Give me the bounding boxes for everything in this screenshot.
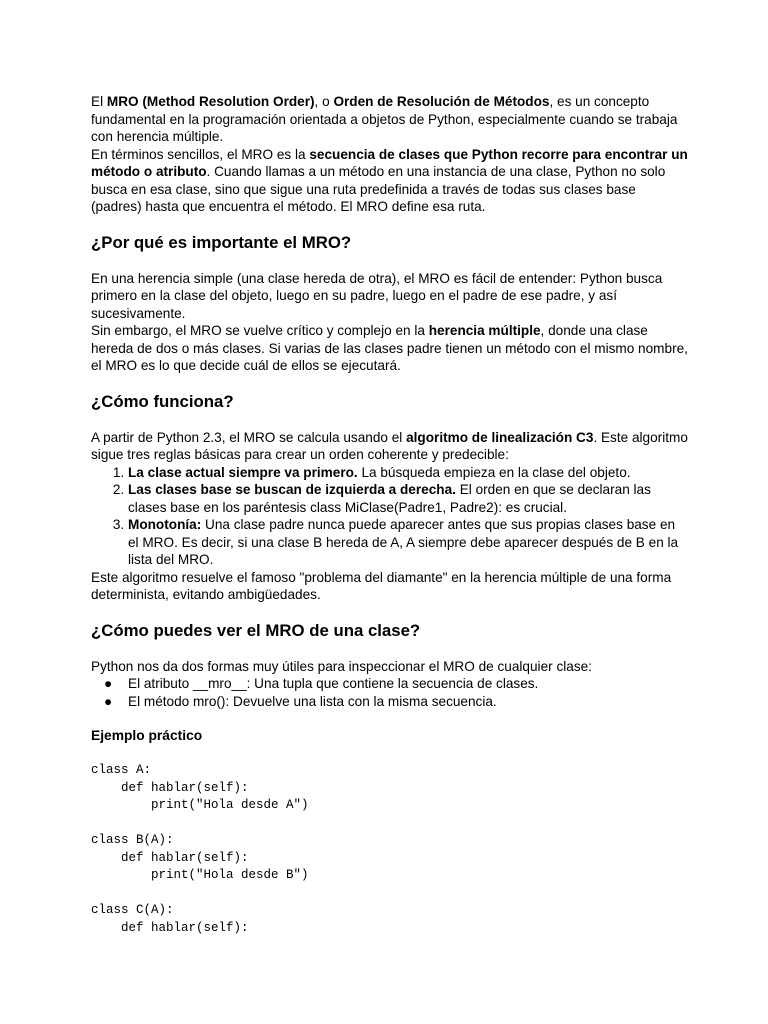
code-line: print("Hola desde A") (91, 798, 309, 812)
bold-text-run: algoritmo de linealización C3 (406, 429, 594, 445)
code-line: class C(A): (91, 903, 174, 917)
text-run: Sin embargo, el MRO se vuelve crítico y complejo en la (91, 323, 429, 338)
bold-text-run: Las clases base se buscan de izquierda a derecha. (128, 482, 456, 497)
section-heading-how-it-works: ¿Cómo funciona? (91, 391, 234, 411)
c3-rule-3 (128, 516, 688, 569)
mro-methods-list (91, 675, 688, 710)
mro-method-item-1 (104, 675, 688, 693)
text-run: Python nos da dos formas muy útiles para inspeccionar el MRO de cualquier clase: (91, 658, 592, 674)
example-heading: Ejemplo práctico (91, 728, 203, 743)
code-line: class B(A): (91, 833, 174, 847)
bullet-icon: ● (104, 676, 113, 691)
section-heading-importance: ¿Por qué es importante el MRO? (91, 232, 352, 252)
code-line: def hablar(self): (91, 920, 249, 935)
code-line (91, 885, 688, 903)
text-run: La búsqueda empieza en la clase del objeto. (357, 464, 631, 480)
text-run: En términos sencillos, el MRO es la (91, 146, 310, 162)
code-line: def hablar(self): (91, 780, 249, 795)
bold-text-run: Monotonía: (128, 517, 202, 532)
text-run: , es un concepto fundamental en la programación orientada a objetos de Python, especialmente cuando se trabaja con herencia múltiple. (91, 94, 678, 144)
code-line (91, 815, 688, 833)
mro-method-text: El método mro(): Devuelve una lista con la misma secuencia. (128, 693, 497, 709)
section-heading-view-mro: ¿Cómo puedes ver el MRO de una clase? (91, 620, 421, 640)
bold-text-run: secuencia de clases que Python recorre para encontrar un método o atributo (91, 146, 688, 179)
c3-rule-1 (128, 464, 688, 482)
text-run: Este algoritmo resuelve el famoso "problema del diamante" en la herencia múltiple de una forma determinista, evitando ambigüedades. (91, 569, 672, 602)
intro-paragraph-1 (91, 93, 688, 146)
mro-method-item-2 (104, 693, 688, 711)
how-it-works-paragraph-2 (91, 569, 688, 604)
importance-paragraph-1 (91, 270, 688, 323)
text-run: A partir de Python 2.3, el MRO se calcula usando el (91, 429, 407, 445)
view-mro-paragraph (91, 658, 688, 676)
text-run: Una clase padre nunca puede aparecer antes que sus propias clases base en el MRO. Es decir, si una clase B hereda de A, A siempre debe aparecer después de B en la lista del MRO. (128, 517, 679, 567)
text-run: , o (314, 94, 334, 109)
code-line: class A: (91, 763, 152, 777)
bold-text-run: MRO (Method Resolution Order) (106, 94, 315, 109)
code-line: print("Hola desde B") (91, 868, 309, 882)
bold-text-run: La clase actual siempre va primero. (128, 464, 358, 480)
code-line: def hablar(self): (91, 850, 249, 865)
text-run: El orden en que se declaran las clases base en los paréntesis class MiClase(Padre1, Padre2): es crucial. (128, 482, 651, 515)
bold-text-run: Orden de Resolución de Métodos (333, 94, 550, 109)
text-run: , donde una clase hereda de dos o más clases. Si varias de las clases padre tienen un método con el mismo nombre, el MRO es lo que decide cuál de ellos se ejecutará. (91, 323, 688, 373)
c3-rule-2 (128, 481, 688, 516)
text-run: . Cuando llamas a un método en una instancia de una clase, Python no solo busca en esa clase, sino que sigue una ruta predefinida a través de todas sus clases base (padres) hasta que encuentra el método. El MRO define esa ruta. (91, 164, 666, 214)
text-run: . Este algoritmo sigue tres reglas básicas para crear un orden coherente y predecible: (91, 429, 688, 462)
bold-text-run: herencia múltiple (428, 323, 541, 338)
text-run: En una herencia simple (una clase hereda de otra), el MRO es fácil de entender: Python busca primero en la clase del objeto, luego en su padre, luego en el padre de ese padre, y así sucesivamente. (91, 270, 663, 321)
bullet-icon: ● (104, 693, 113, 709)
text-run: El (91, 94, 107, 109)
how-it-works-paragraph-1 (91, 429, 688, 464)
importance-paragraph-2 (91, 322, 688, 375)
mro-method-text: El atributo __mro__: Una tupla que contiene la secuencia de clases. (128, 676, 539, 691)
c3-rules-list (91, 464, 688, 569)
intro-paragraph-2 (91, 146, 688, 216)
code-block (91, 762, 688, 937)
